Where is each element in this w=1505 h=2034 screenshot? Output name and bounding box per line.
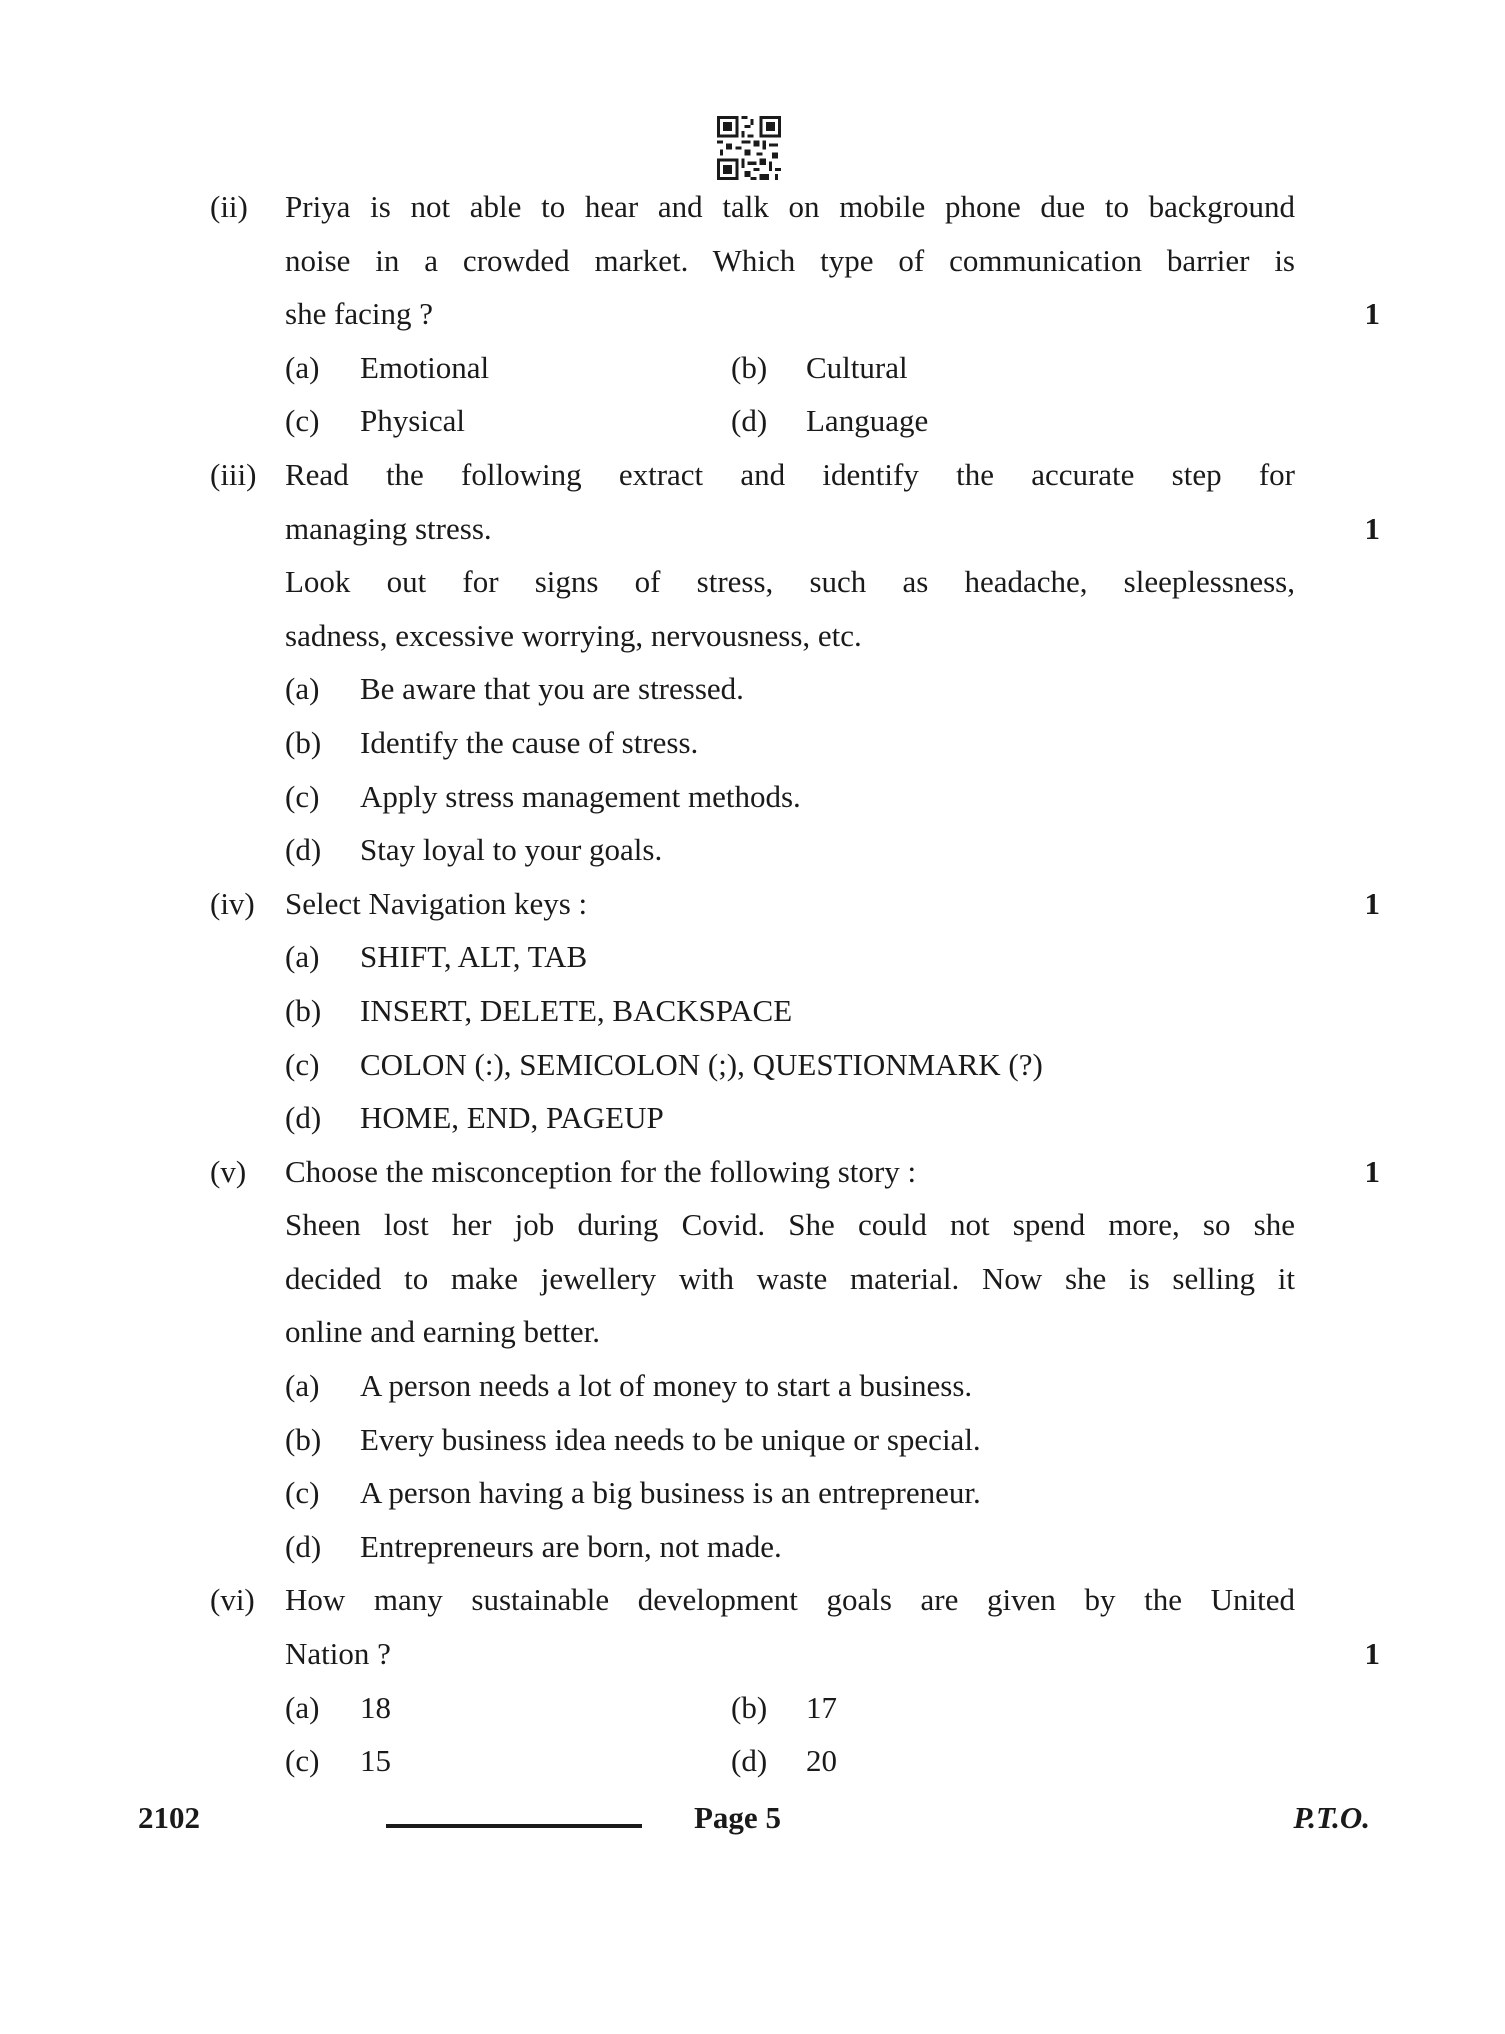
option-d <box>731 394 1177 448</box>
paper-code: 2102 <box>138 1800 200 1835</box>
option-label: (c) <box>285 1475 320 1511</box>
option-c <box>285 770 1380 824</box>
option-text: COLON (:), SEMICOLON (;), QUESTIONMARK (?) <box>360 1046 1043 1082</box>
story-text: online and earning better. <box>285 1314 601 1350</box>
option-label: (d) <box>285 1528 322 1564</box>
extract-text: Look out for signs of stress, such as headache, sleeplessness, <box>285 564 1295 600</box>
option-c <box>285 1734 731 1788</box>
option-text: Every business idea needs to be unique or special. <box>360 1421 981 1457</box>
question-text: Select Navigation keys : <box>285 885 588 921</box>
option-label: (d) <box>285 832 322 868</box>
option-label: (c) <box>285 1046 320 1082</box>
option-label: (b) <box>285 724 322 760</box>
option-text: A person needs a lot of money to start a business. <box>360 1368 973 1404</box>
page-footer <box>138 1800 1370 1848</box>
question-number: (vi) <box>210 1582 255 1618</box>
option-a <box>285 341 731 395</box>
question-text: Choose the misconception for the following story : <box>285 1153 917 1189</box>
option-b <box>731 341 1177 395</box>
option-c <box>285 1466 1380 1520</box>
question-text: Read the following extract and identify the accurate step for <box>285 456 1295 492</box>
page-number: Page 5 <box>694 1800 781 1835</box>
option-text: Entrepreneurs are born, not made. <box>360 1528 782 1564</box>
question-iv <box>210 877 1380 1145</box>
option-label: (c) <box>285 403 320 439</box>
option-b <box>285 1413 1380 1467</box>
story-text: Sheen lost her job during Covid. She could not spend more, so she <box>285 1207 1295 1243</box>
option-a <box>285 1681 731 1735</box>
marks: 1 <box>1364 885 1380 921</box>
option-label: (c) <box>285 1743 320 1779</box>
option-a <box>285 1359 1380 1413</box>
question-number: (v) <box>210 1153 247 1189</box>
question-text: she facing ? <box>285 296 434 332</box>
option-label: (b) <box>731 349 768 385</box>
question-number: (ii) <box>210 189 248 224</box>
marks: 1 <box>1364 1636 1380 1672</box>
marks: 1 <box>1364 296 1380 332</box>
option-label: (d) <box>731 403 768 439</box>
option-b <box>285 716 1380 770</box>
question-v <box>210 1145 1380 1574</box>
option-label: (a) <box>285 939 320 975</box>
option-text: INSERT, DELETE, BACKSPACE <box>360 992 793 1028</box>
option-b <box>285 984 1380 1038</box>
question-text: noise in a crowded market. Which type of communication barrier is <box>285 242 1295 278</box>
option-text: Cultural <box>806 349 908 385</box>
option-a <box>285 662 1380 716</box>
option-c <box>285 1038 1380 1092</box>
question-vi <box>210 1573 1380 1787</box>
question-text: managing stress. <box>285 510 492 546</box>
extract-text: sadness, excessive worrying, nervousness, etc. <box>285 617 862 653</box>
story-text: decided to make jewellery with waste material. Now she is selling it <box>285 1260 1295 1296</box>
option-label: (a) <box>285 349 320 385</box>
option-label: (b) <box>285 992 322 1028</box>
option-label: (a) <box>285 671 320 707</box>
option-label: (b) <box>285 1421 322 1457</box>
question-list <box>210 180 1380 1788</box>
option-text: SHIFT, ALT, TAB <box>360 939 588 975</box>
option-text: HOME, END, PAGEUP <box>360 1100 664 1136</box>
option-text: Stay loyal to your goals. <box>360 832 663 868</box>
option-text: 18 <box>360 1689 391 1725</box>
option-text: 20 <box>806 1743 837 1779</box>
option-text: Emotional <box>360 349 490 385</box>
question-iii <box>210 448 1380 877</box>
option-d <box>285 1520 1380 1574</box>
option-label: (a) <box>285 1368 320 1404</box>
option-text: Apply stress management methods. <box>360 778 801 814</box>
marks: 1 <box>1364 1153 1380 1189</box>
option-text: 17 <box>806 1689 837 1725</box>
question-text: Nation ? <box>285 1636 391 1672</box>
option-text: Identify the cause of stress. <box>360 724 699 760</box>
please-turn-over: P.T.O. <box>1293 1800 1370 1835</box>
option-d <box>285 1091 1380 1145</box>
option-label: (b) <box>731 1689 768 1725</box>
question-ii <box>210 180 1380 448</box>
footer-divider <box>386 1824 642 1828</box>
option-text: A person having a big business is an entrepreneur. <box>360 1475 981 1511</box>
option-text: 15 <box>360 1743 391 1779</box>
option-text: Language <box>806 403 929 439</box>
option-label: (a) <box>285 1689 320 1725</box>
option-label: (d) <box>731 1743 768 1779</box>
qr-code-image <box>717 116 781 180</box>
option-a <box>285 930 1380 984</box>
option-b <box>731 1681 1177 1735</box>
question-number: (iv) <box>210 885 255 921</box>
option-text: Be aware that you are stressed. <box>360 671 744 707</box>
option-text: Physical <box>360 403 466 439</box>
option-label: (c) <box>285 778 320 814</box>
option-d <box>285 823 1380 877</box>
marks: 1 <box>1364 510 1380 546</box>
question-text: Priya is not able to hear and talk on mobile phone due to background <box>285 189 1295 224</box>
option-label: (d) <box>285 1100 322 1136</box>
question-text: How many sustainable development goals are given by the United <box>285 1582 1295 1618</box>
option-d <box>731 1734 1177 1788</box>
question-number: (iii) <box>210 456 257 492</box>
option-c <box>285 394 731 448</box>
